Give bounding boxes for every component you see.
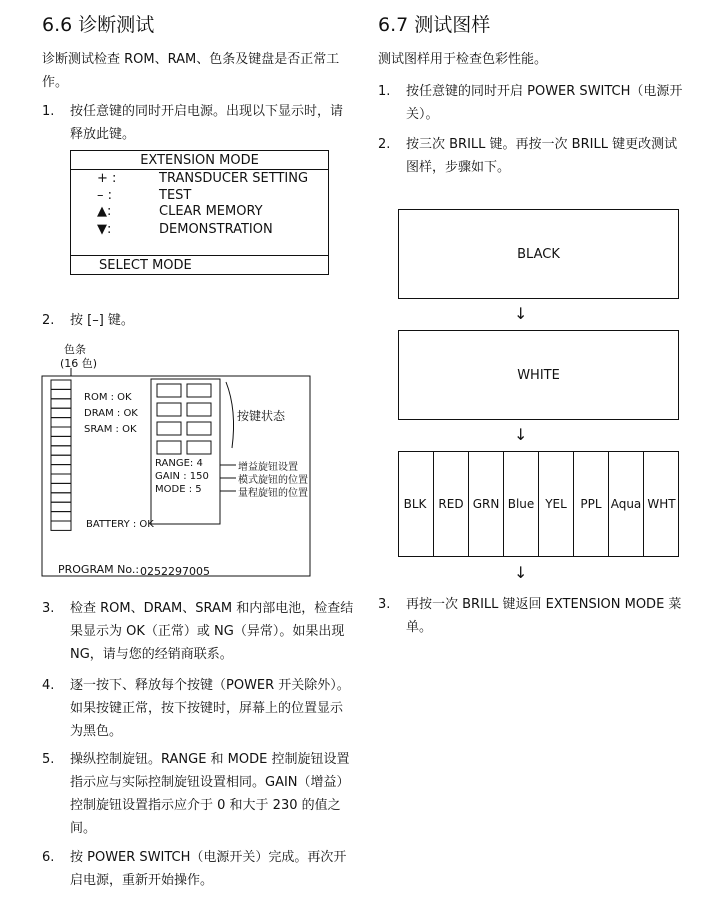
extension-mode-box — [70, 150, 329, 275]
mode-note: 量程旋钮的位置 — [238, 488, 308, 499]
step-number: 1. — [378, 84, 391, 99]
ext-key: – : — [97, 188, 113, 203]
key-status-cell — [187, 384, 211, 397]
ext-title: EXTENSION MODE — [140, 153, 259, 168]
color-bar-cell — [51, 418, 71, 427]
intro-test-pattern: 测试图样用于检查色彩性能。 — [378, 52, 548, 67]
color-bar-cell — [51, 408, 71, 417]
color-bar-16 — [51, 380, 71, 530]
color-bar-cell — [51, 399, 71, 408]
arrow-down-icon: ↓ — [514, 304, 528, 323]
mode-value: MODE : 5 — [155, 484, 202, 495]
ext-key: ▲: — [97, 204, 112, 219]
color-bar-cell — [51, 474, 71, 483]
color-bar-cell — [51, 483, 71, 492]
key-status-cell — [187, 441, 211, 454]
color-bar-cell — [51, 380, 71, 389]
color-cell: PPL — [573, 452, 608, 556]
color-bar-cell — [51, 512, 71, 521]
step-number: 3. — [42, 601, 55, 616]
color-cell: Blue — [503, 452, 538, 556]
key-status-cell — [157, 403, 181, 416]
tp-step1-text: 按任意键的同时开启 POWER SWITCH（电源开关）。 — [406, 84, 683, 122]
section-heading-test-pattern: 6.7 测试图样 — [378, 14, 491, 36]
ext-label: TEST — [159, 188, 192, 203]
ext-label: TRANSDUCER SETTING — [159, 171, 309, 186]
pattern-white-label: WHITE — [517, 367, 560, 383]
gain-value: GAIN : 150 — [155, 471, 209, 482]
color-bar-cell — [51, 502, 71, 511]
colorbar-label: 色条 — [64, 343, 86, 356]
ext-footer: SELECT MODE — [99, 258, 192, 273]
step-number: 2. — [42, 313, 55, 328]
step6-text: 按 POWER SWITCH（电源开关）完成。再次开启电源，重新开始操作。 — [70, 850, 347, 888]
arrow-down-icon: ↓ — [514, 425, 528, 444]
color-bar-cell — [51, 521, 71, 530]
color-cell: RED — [433, 452, 468, 556]
color-cell: Aqua — [608, 452, 643, 556]
step-number: 5. — [42, 752, 55, 767]
step3-text: 检查 ROM、DRAM、SRAM 和内部电池，检查结果显示为 OK（正常）或 NG（异常）。如果出现 NG，请与您的经销商联系。 — [70, 601, 354, 662]
color-bar-cell — [51, 446, 71, 455]
key-status-cell — [187, 403, 211, 416]
key-status-grid — [157, 384, 211, 454]
step-number: 6. — [42, 850, 55, 865]
range-note: 增益旋钮设置 — [238, 462, 298, 473]
step4-text: 逐一按下、释放每个按键（POWER 开关除外）。如果按键正常，按下按键时，屏幕上的位置显示为黑色。 — [70, 678, 350, 739]
key-status-cell — [157, 384, 181, 397]
keys-status-label: 按键状态 — [237, 409, 286, 423]
key-status-cell — [157, 441, 181, 454]
gain-note: 模式旋钮的位置 — [238, 475, 308, 486]
section-heading-diagnostic: 6.6 诊断测试 — [42, 14, 155, 36]
program-label: PROGRAM No.: — [58, 563, 140, 576]
color-cell: WHT — [643, 452, 679, 556]
pattern-black-label: BLACK — [517, 246, 560, 262]
tp-step3-text: 再按一次 BRILL 键返回 EXTENSION MODE 菜单。 — [406, 597, 682, 635]
color-bar-cell — [51, 427, 71, 436]
intro-diagnostic: 诊断测试检查 ROM、RAM、色条及键盘是否正常工作。 — [42, 52, 340, 90]
ext-key: ▼: — [97, 222, 112, 237]
pattern-black-box — [398, 209, 679, 299]
colorbar-label-count: (16 色) — [60, 357, 98, 370]
color-cell: BLK — [403, 497, 427, 511]
color-bar-cell — [51, 455, 71, 464]
tp-step2-text: 按三次 BRILL 键。再按一次 BRILL 键更改测试图样，步骤如下。 — [406, 137, 678, 175]
ext-key: + : — [97, 171, 117, 186]
step-number: 2. — [378, 137, 391, 152]
battery-status: BATTERY : OK — [86, 519, 154, 530]
program-number: 0252297005 — [140, 565, 210, 578]
color-cell: YEL — [538, 452, 573, 556]
step2-text: 按 [–] 键。 — [70, 313, 134, 328]
ext-label: DEMONSTRATION — [159, 222, 273, 237]
pattern-white-box — [398, 330, 679, 420]
ext-label: CLEAR MEMORY — [159, 204, 263, 219]
key-status-cell — [157, 422, 181, 435]
sram-status: SRAM : OK — [84, 424, 137, 435]
range-value: RANGE: 4 — [155, 458, 203, 469]
color-bar-cell — [51, 493, 71, 502]
step-number: 1. — [42, 104, 55, 119]
color-bar-cell — [51, 465, 71, 474]
step5-text: 操纵控制旋钮。RANGE 和 MODE 控制旋钮设置指示应与实际控制旋钮设置相同。GAIN（增益）控制旋钮设置指示应介于 0 和大于 230 的值之间。 — [70, 752, 350, 836]
color-bar-cell — [51, 389, 71, 398]
rom-status: ROM : OK — [84, 392, 132, 403]
arrow-down-icon: ↓ — [514, 563, 528, 582]
step1-text: 按任意键的同时开启电源。出现以下显示时，请释放此键。 — [70, 104, 344, 142]
dram-status: DRAM : OK — [84, 408, 138, 419]
step-number: 4. — [42, 678, 55, 693]
color-cell: GRN — [468, 452, 503, 556]
key-status-cell — [187, 422, 211, 435]
step-number: 3. — [378, 597, 391, 612]
color-bar-cell — [51, 436, 71, 445]
pattern-colors-box — [398, 451, 679, 557]
